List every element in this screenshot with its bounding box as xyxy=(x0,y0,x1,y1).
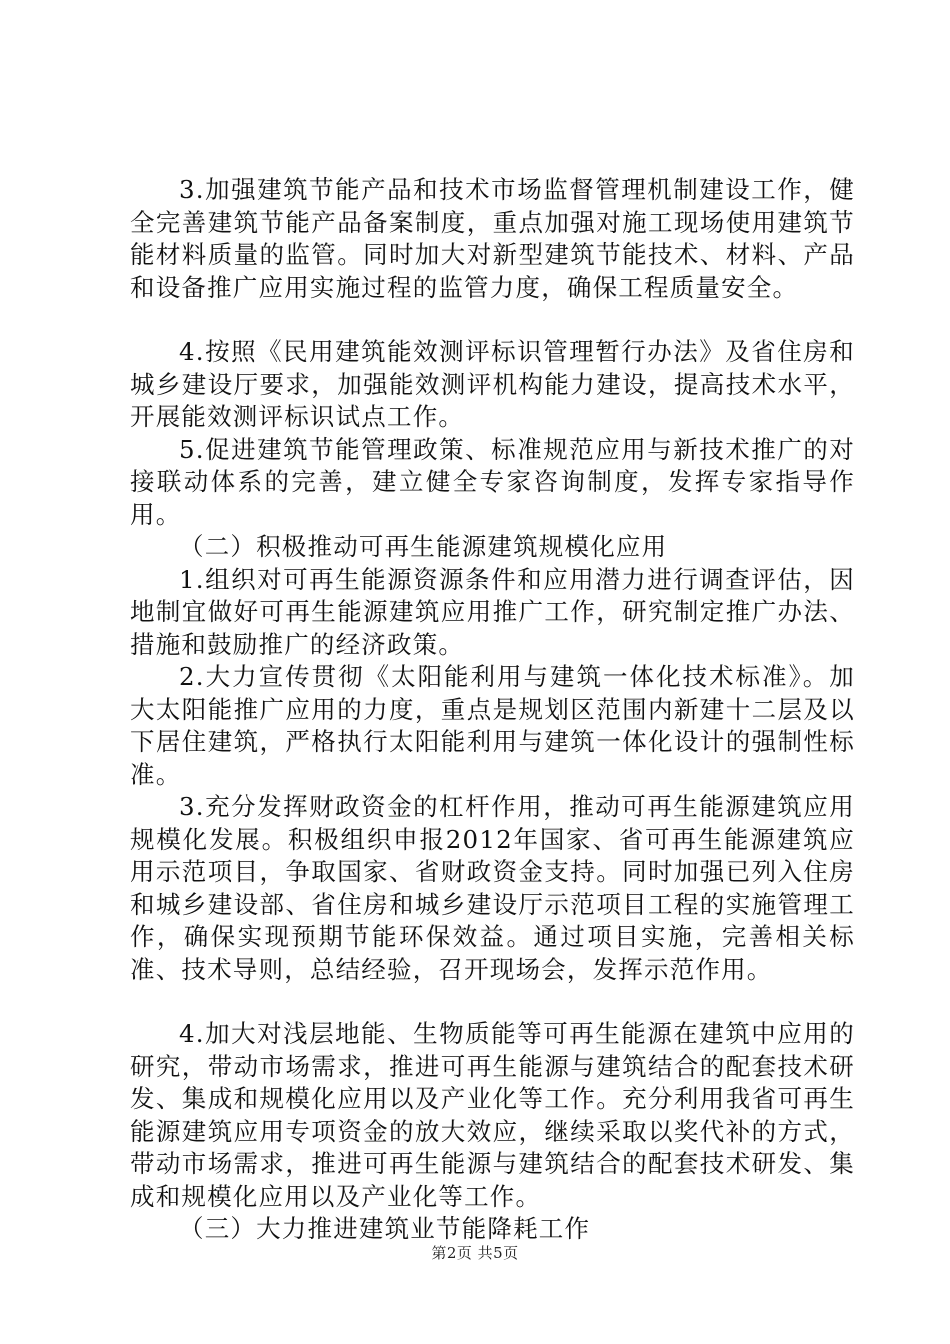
paragraph-item-3-market-supervision: 3.加强建筑节能产品和技术市场监督管理机制建设工作，健全完善建筑节能产品备案制度，重点加强对施工现场使用建筑节能材料质量的监管。同时加大对新型建筑节能技术、材料、产品和设备推广应用实施过程的监管力度，确保工程质量安全。 xyxy=(130,175,855,302)
document-body xyxy=(130,174,855,1246)
paragraph-item-1-resource-assessment: 1.组织对可再生能源资源条件和应用潜力进行调查评估，因地制宜做好可再生能源建筑应用推广工作，研究制定推广办法、措施和鼓励推广的经济政策。 xyxy=(130,564,855,659)
paragraph-item-3-fiscal-leverage: 3.充分发挥财政资金的杠杆作用，推动可再生能源建筑应用规模化发展。积极组织申报2012年国家、省可再生能源建筑应用示范项目，争取国家、省财政资金支持。同时加强已列入住房和城乡建设部、省住房和城乡建设厅示范项目工程的实施管理工作，确保实现预期节能环保效益。通过项目实施，完善相关标准、技术导则，总结经验，召开现场会，发挥示范作用。 xyxy=(130,792,855,984)
paragraph-item-4-shallow-geothermal: 4.加大对浅层地能、生物质能等可再生能源在建筑中应用的研究，带动市场需求，推进可再生能源与建筑结合的配套技术研发、集成和规模化应用以及产业化等工作。充分利用我省可再生能源建筑应用专项资金的放大效应，继续采取以奖代补的方式，带动市场需求，推进可再生能源与建筑结合的配套技术研发、集成和规模化应用以及产业化等工作。 xyxy=(130,1019,855,1211)
paragraph-item-4-energy-efficiency-labeling: 4.按照《民用建筑能效测评标识管理暂行办法》及省住房和城乡建设厅要求，加强能效测评机构能力建设，提高技术水平，开展能效测评标识试点工作。 xyxy=(130,337,855,431)
page-number-footer: 第2页 共5页 xyxy=(431,1244,519,1262)
paragraph-item-5-policy-linkage: 5.促进建筑节能管理政策、标准规范应用与新技术推广的对接联动体系的完善，建立健全专家咨询制度，发挥专家指导作用。 xyxy=(130,434,855,529)
section-heading-renewable-energy: （二）积极推动可再生能源建筑规模化应用 xyxy=(179,532,668,561)
section-heading-construction-energy-saving: （三）大力推进建筑业节能降耗工作 xyxy=(179,1214,591,1243)
paragraph-item-2-solar-standard: 2.大力宣传贯彻《太阳能利用与建筑一体化技术标准》。加大太阳能推广应用的力度，重点是规划区范围内新建十二层及以下居住建筑，严格执行太阳能利用与建筑一体化设计的强制性标准。 xyxy=(130,662,855,789)
